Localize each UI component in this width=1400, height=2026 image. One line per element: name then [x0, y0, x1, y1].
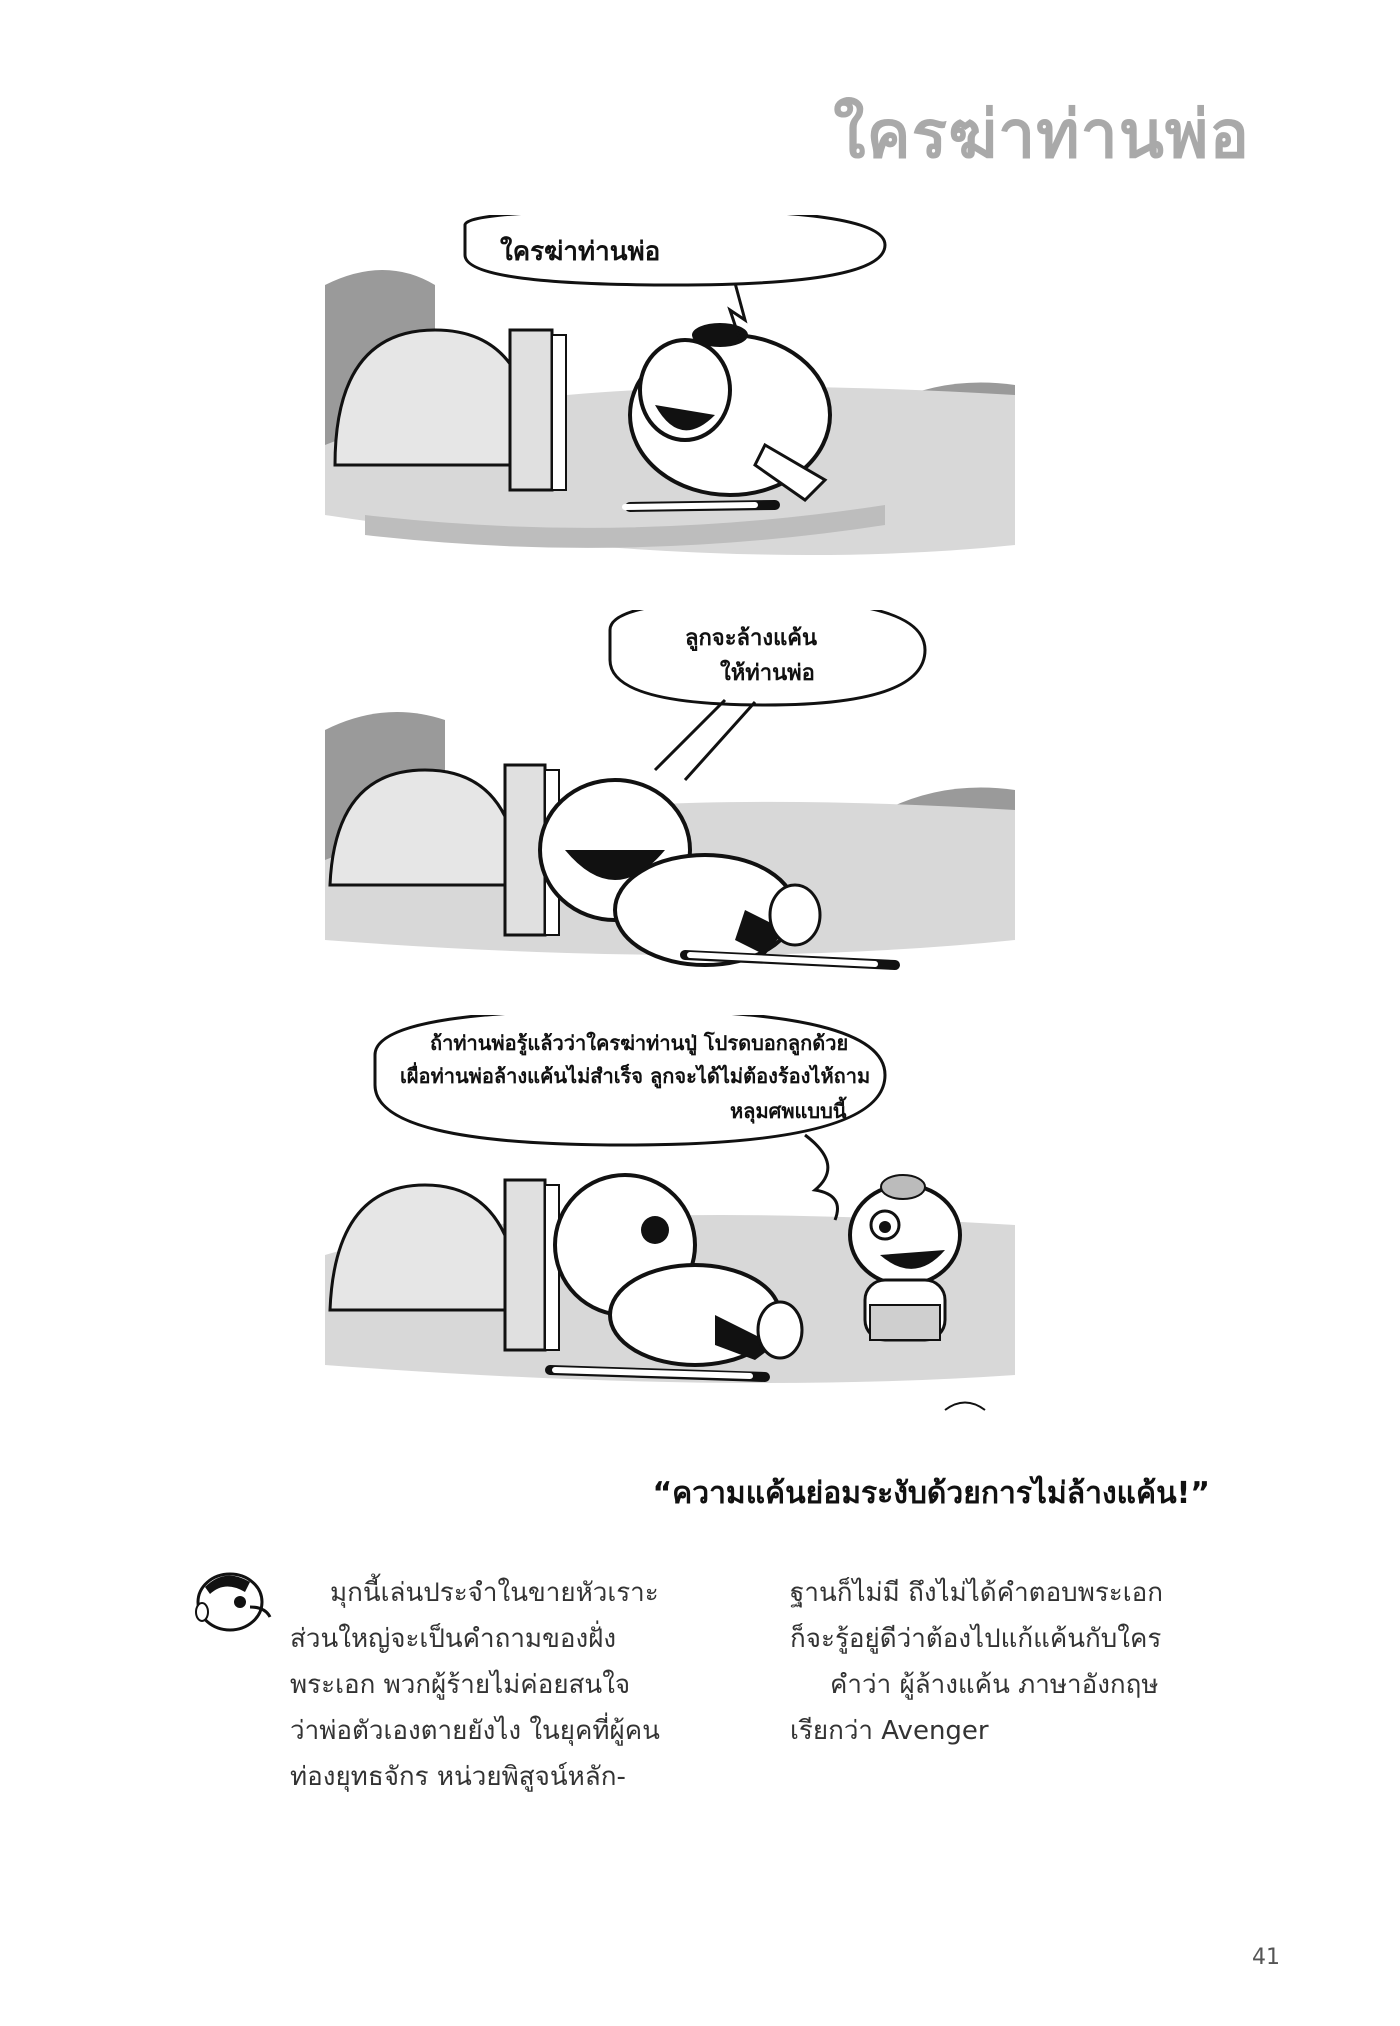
body-line: พระเอก พวกผู้ร้ายไม่ค่อยสนใจ	[290, 1670, 631, 1700]
body-text-left-column	[290, 1570, 730, 1800]
mascot-icon	[190, 1562, 285, 1637]
body-line: มุกนี้เล่นประจำในขายหัวเราะ	[330, 1578, 659, 1608]
panel1-bubble-text: ใครฆ่าท่านพ่อ	[500, 237, 661, 267]
page-title: ใครฆ่าท่านพ่อ	[833, 96, 1250, 173]
body-line: เรียกว่า Avenger	[790, 1716, 989, 1746]
body-line: ก็จะรู้อยู่ดีว่าต้องไปแก้แค้นกับใคร	[790, 1624, 1162, 1654]
panel3-bubble-line3: หลุมศพแบบนี้	[730, 1099, 847, 1123]
panel3-bubble-line2: เผื่อท่านพ่อล้างแค้นไม่สำเร็จ ลูกจะได้ไม่ต้องร้องไห้ถาม	[400, 1064, 871, 1088]
body-text-right-column	[790, 1570, 1220, 1754]
body-line: ว่าพ่อตัวเองตายยังไง ในยุคที่ผู้คน	[290, 1716, 660, 1746]
body-line: ท่องยุทธจักร หน่วยพิสูจน์หลัก-	[290, 1762, 626, 1792]
comic-panel-3	[325, 1015, 1015, 1440]
comic-panel-1	[325, 215, 1015, 595]
body-line: ส่วนใหญ่จะเป็นคำถามของฝั่ง	[290, 1624, 617, 1654]
comic-panel-2	[325, 610, 1015, 1010]
panel2-bubble-line1: ลูกจะล้างแค้น	[685, 626, 818, 651]
body-line: ฐานก็ไม่มี ถึงไม่ได้คำตอบพระเอก	[790, 1578, 1164, 1608]
panel3-bubble-line1: ถ้าท่านพ่อรู้แล้วว่าใครฆ่าท่านปู่ โปรดบอกลูกด้วย	[430, 1031, 849, 1055]
page-number: 41	[1252, 1945, 1280, 1970]
body-line: คำว่า ผู้ล้างแค้น ภาษาอังกฤษ	[830, 1670, 1159, 1700]
pull-quote: “ความแค้นย่อมระงับด้วยการไม่ล้างแค้น!”	[652, 1476, 1210, 1511]
panel2-bubble-line2: ให้ท่านพ่อ	[720, 661, 815, 686]
